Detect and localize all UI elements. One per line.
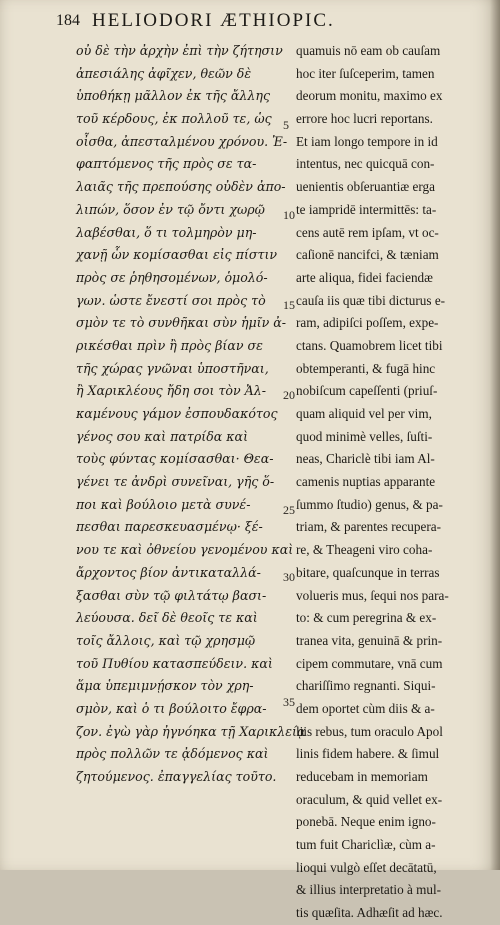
latin-text-line: quamuis nō eam ob cauſam	[296, 43, 441, 58]
greek-text-line: γένει τε ἀνδρὶ συνεῖναι, γῆς ὅ-	[76, 474, 275, 490]
line-number-10: 10	[283, 208, 295, 222]
greek-text-line: γένος σου καὶ πατρίδα καὶ	[76, 428, 249, 444]
page-header	[56, 10, 476, 34]
greek-text-line: λεύουσα. δεῖ δὲ θεοῖς τε καὶ	[76, 610, 258, 626]
latin-text-line: linis fidem habere. & ſimul	[296, 746, 440, 762]
greek-text-line: λιπών, ὅσον ἐν τῷ ὄντι χωρῷ	[76, 201, 265, 217]
latin-text-line: errore hoc lucri reportans.	[296, 111, 433, 127]
latin-text-line: obtemperanti, & fugā hinc	[296, 360, 436, 376]
greek-text-line: ἅμα ὑπεμιμνῄσκον τὸν χρη-	[76, 678, 254, 694]
greek-text-line: σμὸν, καὶ ὁ τι βούλοιτο ἔφρα-	[76, 700, 267, 716]
line-number-25: 25	[283, 503, 295, 517]
greek-text-line: ρικέσθαι πρὶν ἢ πρὸς βίαν σε	[76, 337, 263, 353]
latin-text-line: cauſa iis quæ tibi dicturus e-	[296, 292, 446, 308]
greek-text-line: χανῇ ὧν κομίσασθαι εἰς πίστιν	[76, 247, 278, 263]
line-number-30: 30	[283, 570, 295, 584]
latin-text-line: lioqui vulgò eſſet decātatū,	[296, 859, 437, 875]
greek-text-line: σμὸν τε τὸ συνθῆκαι σὺν ἡμῖν ἀ-	[76, 315, 287, 331]
latin-text-line: quod minimè velles, ſuſti-	[296, 428, 433, 444]
greek-text-line: φαπτόμενος τῆς πρὸς σε τα-	[76, 156, 257, 172]
latin-text-line: arte aliqua, fidei faciendæ	[296, 269, 433, 285]
greek-text-line: τῆς χώρας γνῶναι ὑποστῆναι,	[76, 360, 269, 376]
latin-text-line: tis quæſita. Adhæſit ad hæc.	[296, 905, 443, 921]
greek-text-line: ἀπεσιάλης ἀφῖχεν, θεῶν δὲ	[76, 65, 252, 81]
latin-text-line: neas, Chariclè tibi iam Al-	[296, 451, 435, 467]
greek-text-line: οὐ δὲ τὴν ἀρχὴν ἐπὶ τὴν ζήτησιν	[76, 43, 283, 58]
latin-text-line: te iampridē intermittēs: ta-	[296, 201, 437, 217]
latin-text-line: caſionē nancifci, & tæniam	[296, 247, 439, 263]
latin-text-line: re, & Theageni viro coha-	[296, 542, 433, 558]
greek-text-line: ἢ Χαρικλέους ἤδη σοι τὸν Ἀλ-	[76, 383, 266, 399]
greek-text-line: ποι καὶ βούλοιο μετὰ συνέ-	[76, 496, 251, 512]
page-edge-shadow	[490, 0, 500, 870]
greek-text-line: λαβέσθαι, ὅ τι τολμηρὸν μη-	[76, 224, 257, 240]
latin-text-line: ſummo ſtudio) genus, & pa-	[296, 496, 443, 512]
greek-text-line: ἄρχοντος βίον ἀντικαταλλά-	[76, 564, 261, 580]
greek-text-line: ζητούμενος. ἐπαγγελίας τοῦτο.	[76, 769, 277, 784]
latin-text-line: quam aliquid vel per vim,	[296, 406, 432, 421]
latin-text-line: uenientis obſeruantiæ erga	[296, 179, 435, 195]
greek-text-line: ὑποθήκῃ μᾶλλον ἐκ τῆς ἄλλης	[76, 88, 270, 104]
greek-text-line: λαιᾶς τῆς πρεπούσης οὐδὲν ἀπο-	[76, 179, 286, 195]
greek-text-line: νου τε καὶ ὀθνείου γενομένου καὶ	[76, 542, 294, 558]
latin-text-line: reducebam in memoriam	[296, 769, 428, 784]
greek-text-line: καμένους γάμον ἐσπουδακότος	[76, 406, 278, 421]
line-number-35: 35	[283, 695, 295, 709]
latin-text-column	[296, 40, 484, 925]
running-title: HELIODORI ÆTHIOPIC.	[92, 10, 335, 31]
greek-text-line: πρὸς σε ῥηθησομένων, ὁμολό-	[76, 269, 268, 285]
greek-text-line: τοὺς φύντας κομίσασθαι· Θεα-	[76, 451, 274, 467]
latin-text-line: volueris mus, ſequi nos para-	[296, 587, 449, 603]
latin-text-line: ctans. Quamobrem licet tibi	[296, 337, 443, 353]
latin-text-line: oraculum, & quid vellet ex-	[296, 791, 443, 807]
latin-text-line: hoc iter ſuſceperim, tamen	[296, 65, 435, 81]
latin-text-line: camenis nuptias apparante	[296, 474, 436, 490]
greek-text-line: πεσθαι παρεσκευασμένῳ· ξέ-	[76, 519, 263, 535]
latin-text-line: to: & cum peregrina & ex-	[296, 610, 437, 626]
latin-text-line: cens autē rem ipſam, vt oc-	[296, 224, 439, 240]
latin-text-line: cipem commutare, vnā cum	[296, 655, 443, 671]
latin-text-line: ram, adipiſci poſſem, expe-	[296, 315, 439, 331]
latin-text-line: Et iam longo tempore in id	[296, 133, 438, 149]
latin-text-line: intentus, nec quicquā con-	[296, 156, 435, 172]
latin-text-line: tum fuit Chariclìæ, cùm a-	[296, 837, 436, 853]
latin-text-line: deorum monitu, maximo ex	[296, 88, 443, 104]
latin-text-line: dem oportet cùm diis & a-	[296, 700, 435, 716]
latin-text-line: bitare, quaſcunque in terras	[296, 564, 440, 580]
greek-text-line: τοῦ κέρδους, ἐκ πολλοῦ τε, ὡς	[76, 111, 272, 127]
greek-text-line: οἶσθα, ἀπεσταλμένου χρόνου. Ἐ-	[76, 133, 288, 149]
latin-text-line: tranea vita, genuinā & prin-	[296, 632, 443, 648]
page-number: 184	[56, 12, 80, 29]
greek-text-line: τοῖς ἄλλοις, καὶ τῷ χρησμῷ	[76, 632, 256, 648]
greek-text-line: γων. ὡστε ἔνεστί σοι πρὸς τὸ	[76, 292, 266, 308]
latin-text-line: & illius interpretatio à mul-	[296, 882, 442, 898]
line-number-20: 20	[283, 388, 295, 402]
line-number-5: 5	[283, 118, 289, 132]
latin-text-line: triam, & parentes recupera-	[296, 519, 441, 535]
line-number-15: 15	[283, 298, 295, 312]
greek-text-line: τοῦ Πυθίου κατασπεύδειν. καὶ	[76, 655, 273, 671]
greek-text-line: ξασθαι σὺν τῷ φιλτάτῳ βασι-	[76, 587, 267, 603]
latin-text-line: nobiſcum capeſſenti (priuſ-	[296, 383, 438, 399]
latin-text-line: chariſſimo regnanti. Siqui-	[296, 678, 436, 694]
latin-text-line: ponebā. Neque enim igno-	[296, 814, 436, 830]
greek-text-line: ζον. ἐγὼ γὰρ ἠγνόηκα τῇ Χαρικλείᾳ	[76, 723, 306, 739]
greek-text-line: πρὸς πολλῶν τε ᾀδόμενος καὶ	[76, 746, 269, 762]
latin-text-line: liis rebus, tum oraculo Apol	[296, 723, 443, 739]
